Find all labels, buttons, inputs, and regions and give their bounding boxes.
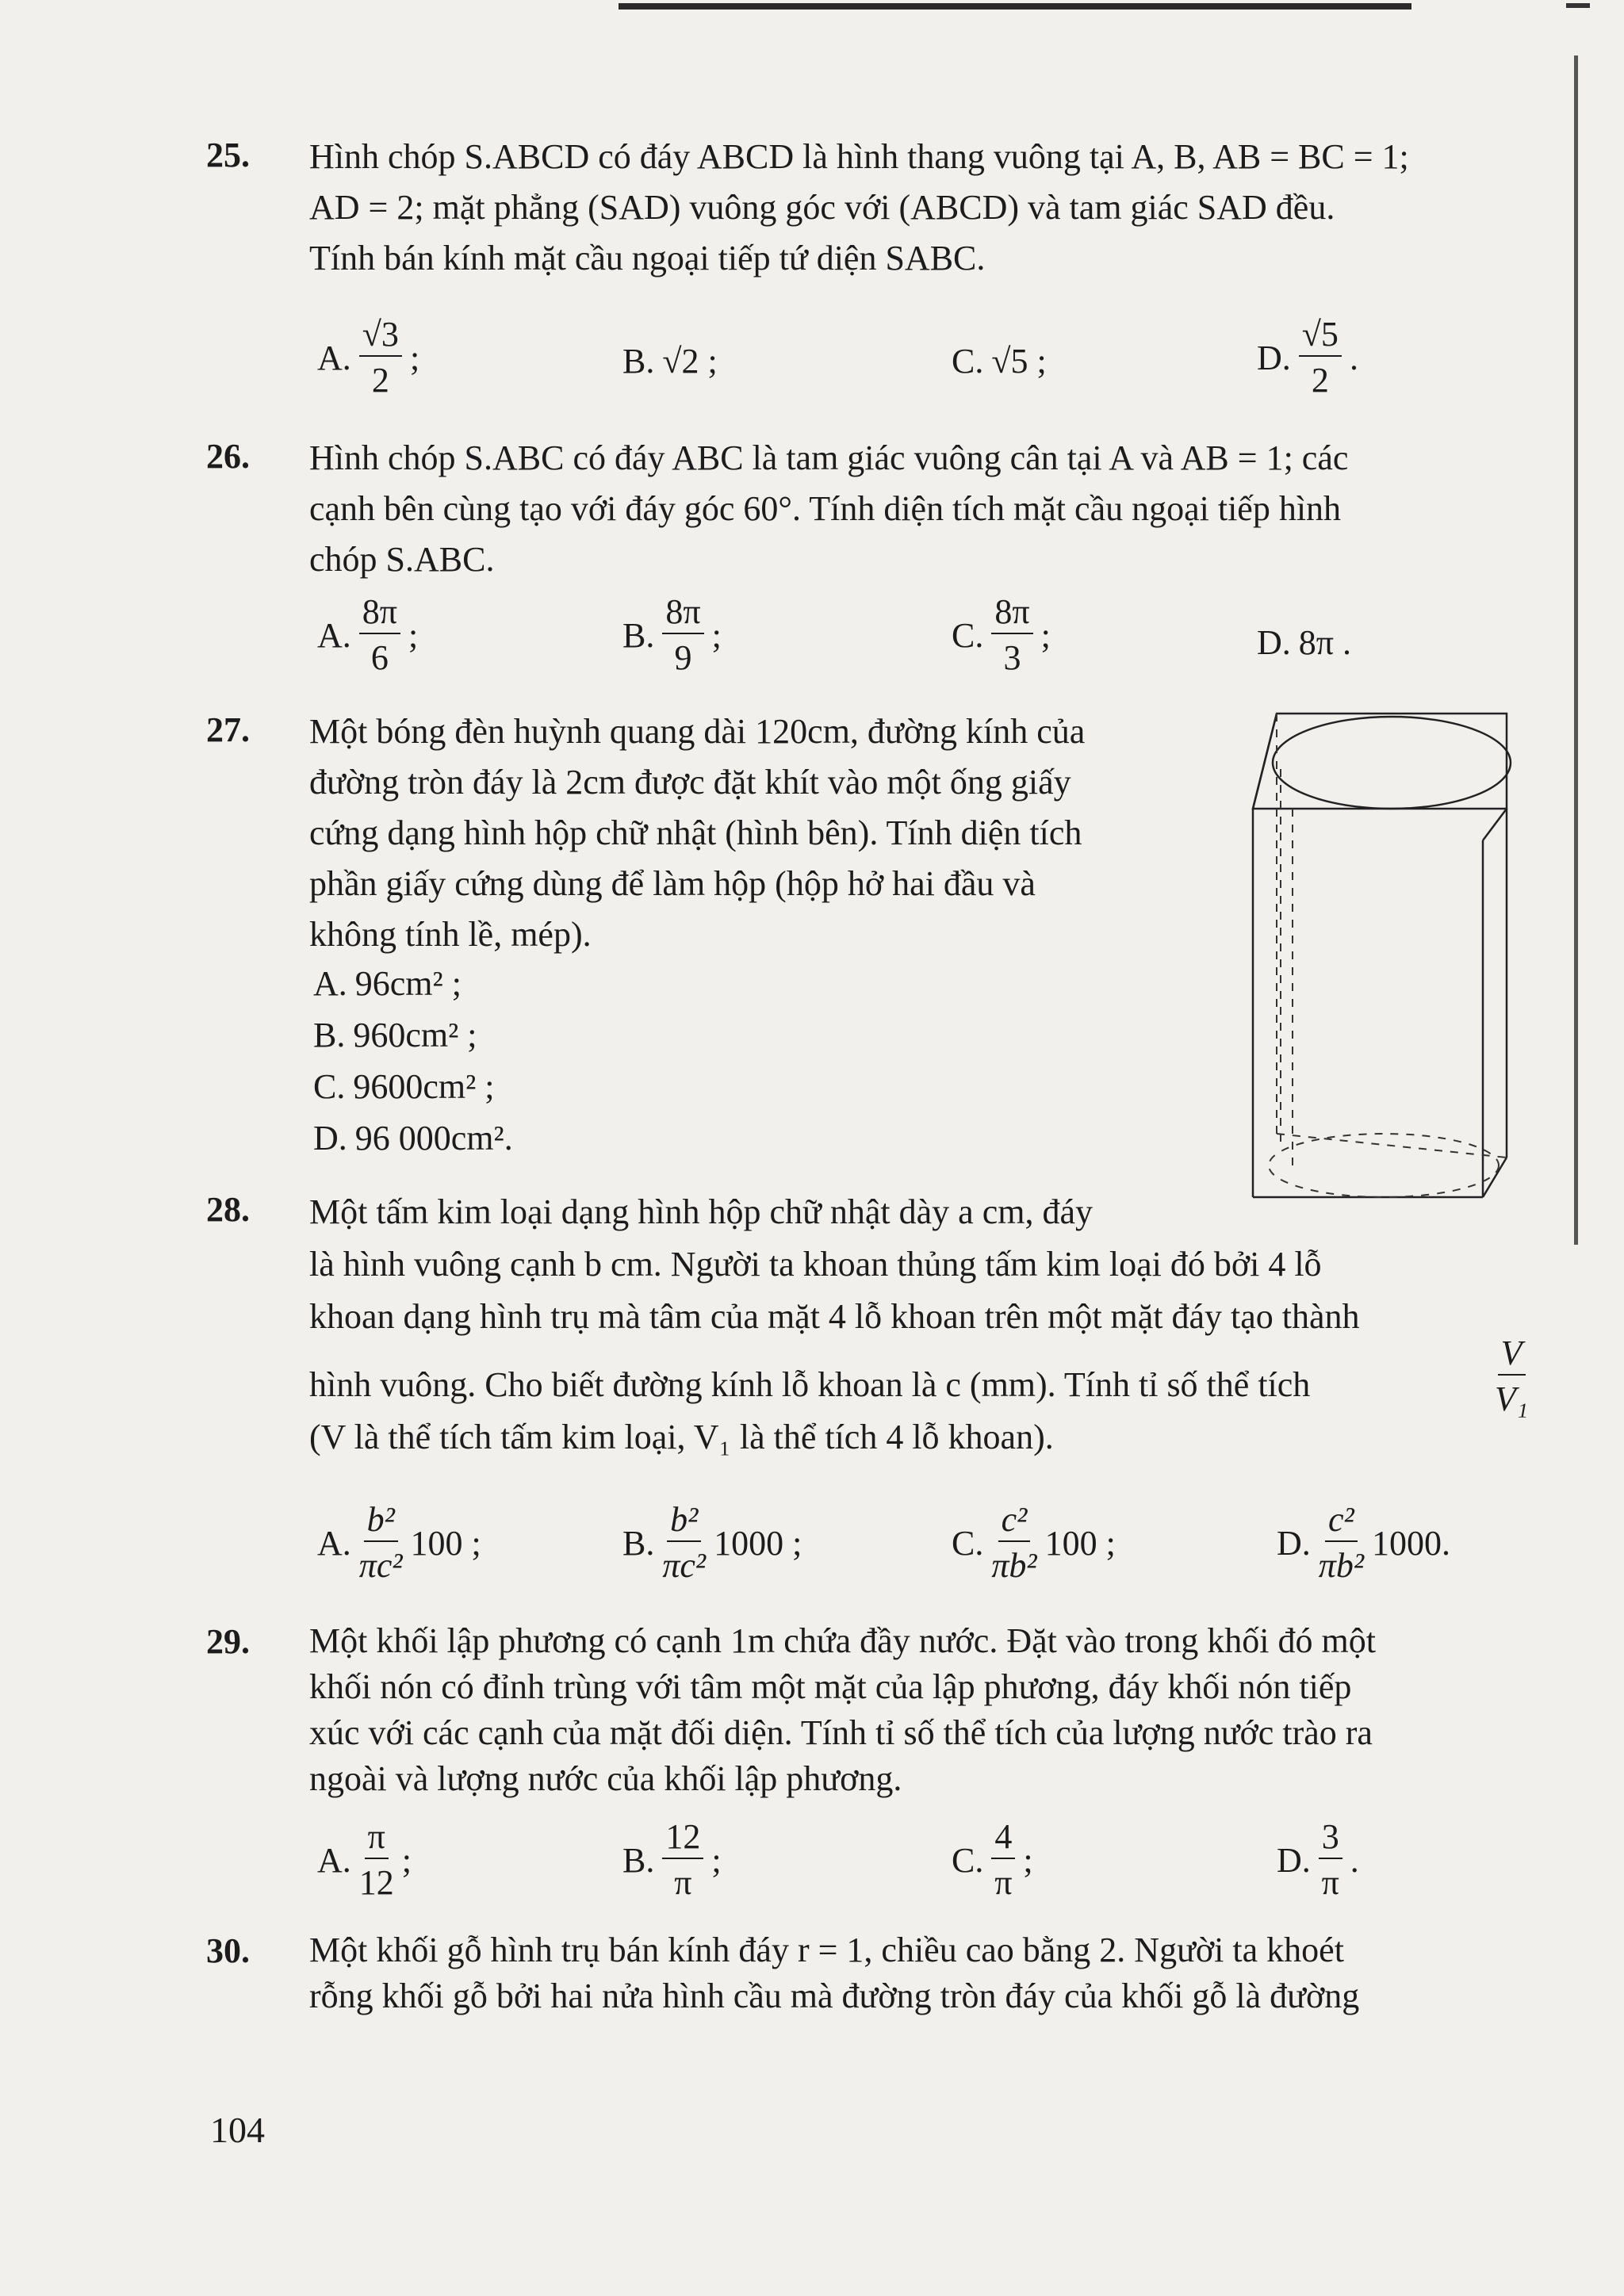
option-d xyxy=(1277,1502,1450,1583)
question-line: xúc với các cạnh của mặt đối diện. Tính tỉ số thể tích của lượng nước trào ra xyxy=(309,1713,1373,1752)
fraction-numerator: 8π xyxy=(991,595,1032,634)
option-label: A. xyxy=(317,1523,351,1563)
option-a xyxy=(317,1817,412,1902)
fraction-denominator: π xyxy=(994,1863,1013,1902)
question-number: 29. xyxy=(206,1622,250,1661)
fraction-denominator: π xyxy=(1321,1863,1339,1902)
option-label: D. xyxy=(1257,338,1291,377)
option-b xyxy=(622,592,722,677)
question-text xyxy=(309,132,1409,284)
fraction xyxy=(662,1502,706,1583)
question-line: Hình chóp S.ABC có đáy ABC là tam giác vuông cân tại A và AB = 1; các xyxy=(309,438,1349,477)
fraction-numerator: √5 xyxy=(1299,317,1342,357)
cylinder-top-ellipse xyxy=(1273,717,1511,809)
option-a xyxy=(313,963,462,1004)
option-tail: ; xyxy=(401,1840,412,1880)
fraction xyxy=(662,1817,703,1902)
question-line: Hình chóp S.ABCD có đáy ABCD là hình thang vuông tại A, B, AB = BC = 1; xyxy=(309,137,1409,176)
option-tail: ; xyxy=(711,615,722,655)
question-number: 30. xyxy=(206,1931,250,1970)
question-line: Một bóng đèn huỳnh quang dài 120cm, đường kính của xyxy=(309,712,1086,751)
fraction xyxy=(991,592,1032,677)
option-b xyxy=(313,1015,477,1055)
option-c xyxy=(952,592,1051,677)
fraction-numerator: 8π xyxy=(662,595,703,634)
fraction-denominator: π xyxy=(674,1863,692,1902)
option-label: C. xyxy=(952,1840,984,1880)
fraction xyxy=(991,1502,1036,1583)
fraction xyxy=(662,592,703,677)
option-text: 9600cm² ; xyxy=(353,1067,495,1106)
volume-ratio xyxy=(1495,1336,1528,1417)
fraction xyxy=(359,592,400,677)
question-line: AD = 2; mặt phẳng (SAD) vuông góc với (ABCD) và tam giác SAD đều. xyxy=(309,188,1335,227)
option-c xyxy=(952,1817,1033,1902)
option-label: A. xyxy=(317,615,351,655)
option-label: A. xyxy=(317,1840,351,1880)
question-line: rỗng khối gỗ bởi hai nửa hình cầu mà đường tròn đáy của khối gỗ là đường xyxy=(309,1976,1360,2015)
fraction-numerator: b² xyxy=(364,1502,398,1542)
option-label: B. xyxy=(622,342,655,381)
option-label: C. xyxy=(952,615,984,655)
option-tail: 100 ; xyxy=(1044,1523,1116,1563)
question-line: khối nón có đỉnh trùng với tâm một mặt của lập phương, đáy khối nón tiếp xyxy=(309,1667,1352,1706)
fraction-numerator: 12 xyxy=(662,1820,703,1859)
fraction-numerator: 8π xyxy=(359,595,400,634)
fraction-denominator: V₁ xyxy=(1495,1380,1529,1418)
question-line: ngoài và lượng nước của khối lập phương. xyxy=(309,1759,902,1798)
option-text: 96 000cm². xyxy=(354,1119,513,1158)
fraction-denominator: πb² xyxy=(991,1546,1037,1585)
option-b xyxy=(622,1817,722,1902)
option-tail: ; xyxy=(711,1840,722,1880)
option-text: 960cm² ; xyxy=(353,1016,477,1054)
option-tail: ; xyxy=(1023,1840,1033,1880)
option-label: B. xyxy=(313,1016,346,1054)
option-label: B. xyxy=(622,615,655,655)
option-label: C. xyxy=(952,342,984,381)
question-line: (V là thể tích tấm kim loại, V₁ là thể tích 4 lỗ khoan). xyxy=(309,1418,1054,1456)
option-label: D. xyxy=(1257,623,1291,662)
question-number: 27. xyxy=(206,710,250,749)
option-b xyxy=(622,341,718,381)
fraction xyxy=(1495,1336,1528,1417)
option-text: √5 ; xyxy=(991,342,1047,381)
option-c xyxy=(952,1502,1116,1583)
option-tail: . xyxy=(1349,338,1358,377)
fraction-numerator: 4 xyxy=(991,1820,1015,1859)
question-line: hình vuông. Cho biết đường kính lỗ khoan là c (mm). Tính tỉ số thể tích xyxy=(309,1365,1311,1404)
question-text xyxy=(309,1927,1359,2019)
option-tail: 100 ; xyxy=(410,1523,481,1563)
option-label: D. xyxy=(1277,1840,1311,1880)
option-tail: . xyxy=(1350,1840,1359,1880)
fraction-denominator: 12 xyxy=(358,1863,394,1902)
option-label: D. xyxy=(1277,1523,1311,1563)
question-text xyxy=(309,706,1085,960)
fraction-numerator: c² xyxy=(1325,1502,1358,1542)
question-number: 25. xyxy=(206,136,250,174)
fraction-numerator: 3 xyxy=(1319,1820,1342,1859)
question-text xyxy=(309,1186,1360,1464)
option-a xyxy=(317,1502,481,1583)
option-label: B. xyxy=(622,1523,655,1563)
question-line: Tính bán kính mặt cầu ngoại tiếp tứ diện SABC. xyxy=(309,239,986,277)
fraction-denominator: πc² xyxy=(662,1546,707,1585)
option-d xyxy=(1277,1817,1359,1902)
fraction-numerator: π xyxy=(365,1820,389,1859)
fraction-numerator: b² xyxy=(667,1502,701,1542)
page-number: 104 xyxy=(210,2110,265,2150)
option-text: 96cm² ; xyxy=(354,964,462,1003)
fraction xyxy=(358,1817,394,1902)
option-a xyxy=(317,317,419,398)
question-line: đường tròn đáy là 2cm được đặt khít vào một ống giấy xyxy=(309,763,1071,802)
option-d xyxy=(313,1118,513,1158)
option-label: B. xyxy=(622,1840,655,1880)
option-label: A. xyxy=(313,964,347,1003)
option-text: √2 ; xyxy=(662,342,718,381)
question-line: Một khối lập phương có cạnh 1m chứa đầy nước. Đặt vào trong khối đó một xyxy=(309,1621,1376,1660)
option-tail: ; xyxy=(409,338,420,377)
question-line: cạnh bên cùng tạo với đáy góc 60°. Tính diện tích mặt cầu ngoại tiếp hình xyxy=(309,489,1342,528)
question-number: 28. xyxy=(206,1190,250,1229)
option-tail: ; xyxy=(408,615,419,655)
fraction-numerator: c² xyxy=(998,1502,1031,1542)
question-line: phần giấy cứng dùng để làm hộp (hộp hở hai đầu và xyxy=(309,864,1036,903)
question-text xyxy=(309,433,1348,585)
question-line: Một tấm kim loại dạng hình hộp chữ nhật dày a cm, đáy xyxy=(309,1192,1093,1231)
box-cylinder-figure xyxy=(1245,706,1538,1221)
option-a xyxy=(317,592,419,677)
fraction-numerator: √3 xyxy=(359,317,402,357)
option-d xyxy=(1257,317,1358,398)
fraction xyxy=(1319,1817,1342,1902)
option-label: A. xyxy=(317,338,351,377)
fraction-denominator: 3 xyxy=(1003,638,1021,677)
question-line: khoan dạng hình trụ mà tâm của mặt 4 lỗ khoan trên một mặt đáy tạo thành xyxy=(309,1297,1360,1336)
option-c xyxy=(313,1066,495,1107)
fraction xyxy=(359,317,402,398)
question-line: Một khối gỗ hình trụ bán kính đáy r = 1, chiều cao bằng 2. Người ta khoét xyxy=(309,1931,1344,1969)
question-line: chóp S.ABC. xyxy=(309,540,495,579)
option-tail: 1000 ; xyxy=(714,1523,802,1563)
option-label: D. xyxy=(313,1119,347,1158)
option-tail: 1000. xyxy=(1372,1523,1451,1563)
fraction-denominator: 2 xyxy=(371,361,389,400)
option-label: C. xyxy=(313,1067,346,1106)
question-line: không tính lề, mép). xyxy=(309,915,592,954)
option-d xyxy=(1257,622,1351,663)
fraction xyxy=(991,1817,1015,1902)
option-c xyxy=(952,341,1047,381)
fraction xyxy=(359,1502,403,1583)
question-line: cứng dạng hình hộp chữ nhật (hình bên). Tính diện tích xyxy=(309,813,1082,852)
fraction-denominator: 9 xyxy=(674,638,692,677)
fraction-denominator: 2 xyxy=(1311,361,1329,400)
option-text: 8π . xyxy=(1298,623,1351,662)
fraction-denominator: πc² xyxy=(358,1546,403,1585)
fraction-numerator: V xyxy=(1498,1336,1526,1376)
option-b xyxy=(622,1502,802,1583)
fraction xyxy=(1319,1502,1364,1583)
question-text xyxy=(309,1618,1376,1802)
option-tail: ; xyxy=(1040,615,1051,655)
option-label: C. xyxy=(952,1523,984,1563)
question-number: 26. xyxy=(206,437,250,476)
fraction-denominator: πb² xyxy=(1318,1546,1365,1585)
question-line: là hình vuông cạnh b cm. Người ta khoan thủng tấm kim loại đó bởi 4 lỗ xyxy=(309,1245,1322,1284)
fraction xyxy=(1299,317,1342,398)
fraction-denominator: 6 xyxy=(370,638,389,677)
